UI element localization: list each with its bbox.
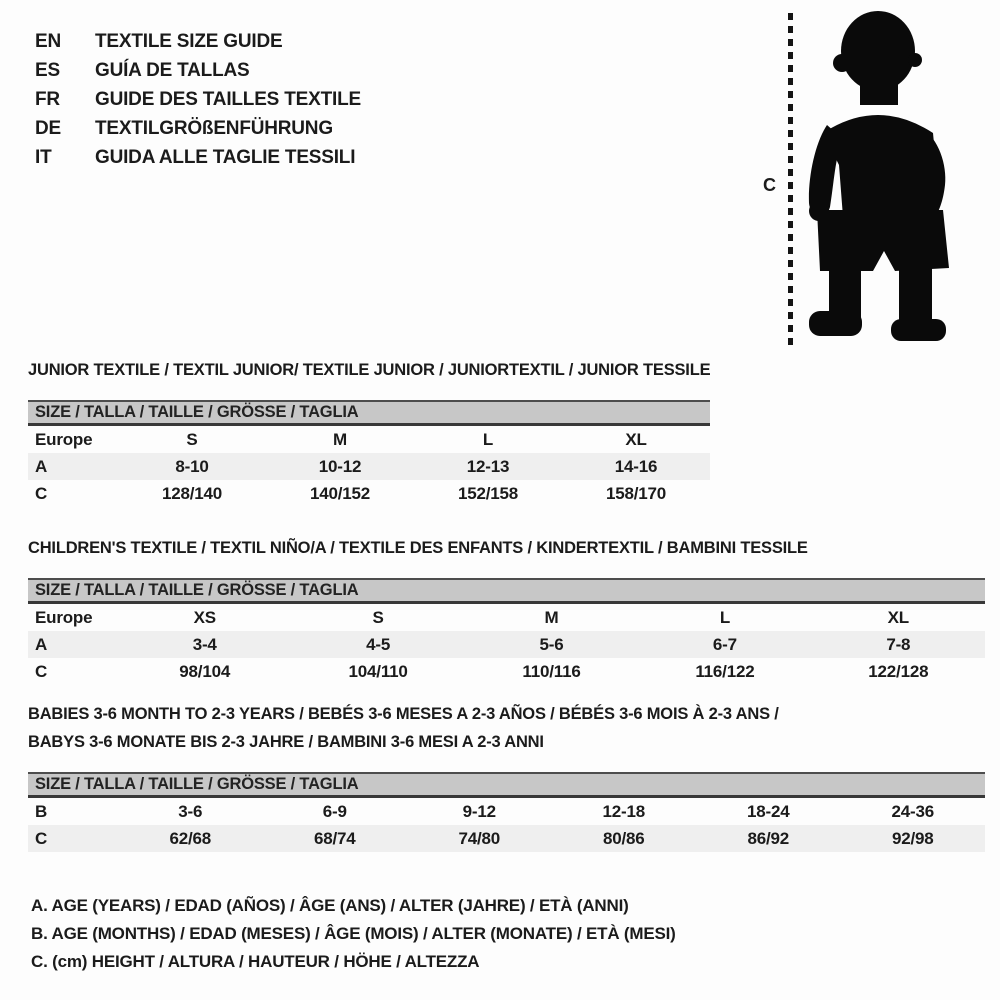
size-table-section [28, 356, 710, 507]
table-row [28, 480, 710, 507]
language-row [35, 56, 361, 85]
cell-value: 116/122 [695, 661, 755, 681]
cell-value: 4-5 [366, 634, 391, 654]
cell-value: S [372, 607, 384, 627]
cell-value: 7-8 [886, 634, 911, 654]
table-row [28, 426, 710, 453]
table-row [28, 453, 710, 480]
cell-value: 158/170 [605, 483, 667, 503]
baby-silhouette [803, 5, 953, 350]
footnote-line: B. AGE (MONTHS) / EDAD (MESES) / ÂGE (MOIS) / ALTER (MONATE) / ETÀ (MESI) [31, 924, 676, 943]
cell-value: 3-4 [192, 634, 217, 654]
row-label: C [35, 483, 48, 503]
language-code: IT [35, 146, 52, 168]
row-label: A [35, 634, 48, 654]
language-label: GUÍA DE TALLAS [95, 59, 250, 81]
section-titles [28, 700, 985, 756]
cell-value: 62/68 [169, 828, 212, 848]
table-row [28, 604, 985, 631]
cell-value: 98/104 [179, 661, 231, 681]
cell-value: 74/80 [458, 828, 501, 848]
height-figure [755, 5, 1000, 355]
size-table-section [28, 700, 985, 852]
cell-value: 80/86 [602, 828, 645, 848]
cell-value: 12-18 [602, 801, 645, 821]
language-label: GUIDE DES TAILLES TEXTILE [95, 88, 361, 110]
language-row [35, 114, 361, 143]
row-label: C [35, 828, 48, 848]
cell-value: 68/74 [313, 828, 356, 848]
cell-value: XL [625, 429, 647, 449]
cell-value: 14-16 [614, 456, 658, 476]
section-titles [28, 534, 985, 562]
language-label: GUIDA ALLE TAGLIE TESSILI [95, 146, 356, 168]
cell-value: 10-12 [318, 456, 362, 476]
size-header-bar: SIZE / TALLA / TAILLE / GRÖSSE / TAGLIA [28, 578, 985, 604]
cell-value: XL [887, 607, 909, 627]
section-title: CHILDREN'S TEXTILE / TEXTIL NIÑO/A / TEXTILE DES ENFANTS / KINDERTEXTIL / BAMBINI TESSILE [28, 539, 808, 557]
cell-value: 24-36 [891, 801, 934, 821]
row-label: Europe [35, 429, 93, 449]
section-title: BABYS 3-6 MONATE BIS 2-3 JAHRE / BAMBINI 3-6 MESI A 2-3 ANNI [28, 733, 544, 751]
language-list [35, 27, 361, 172]
table-row [28, 658, 985, 685]
cell-value: XS [193, 607, 216, 627]
cell-value: 104/110 [348, 661, 408, 681]
section-titles [28, 356, 710, 384]
cell-value: 9-12 [462, 801, 496, 821]
language-code: EN [35, 30, 61, 52]
cell-value: 18-24 [747, 801, 790, 821]
footnote-line: C. (cm) HEIGHT / ALTURA / HAUTEUR / HÖHE / ALTEZZA [31, 952, 480, 971]
cell-value: 6-7 [712, 634, 737, 654]
cell-value: 6-9 [322, 801, 347, 821]
cell-value: 3-6 [178, 801, 203, 821]
section-title: BABIES 3-6 MONTH TO 2-3 YEARS / BEBÉS 3-6 MESES A 2-3 AÑOS / BÉBÉS 3-6 MOIS À 2-3 ANS / [28, 705, 779, 723]
cell-value: 8-10 [175, 456, 209, 476]
language-row [35, 27, 361, 56]
cell-value: 140/152 [309, 483, 371, 503]
row-label: C [35, 661, 48, 681]
cell-value: 122/128 [868, 661, 929, 681]
table-row [28, 825, 985, 852]
cell-value: L [719, 607, 731, 627]
cell-value: L [482, 429, 494, 449]
footnotes [31, 892, 676, 976]
cell-value: 86/92 [747, 828, 790, 848]
cell-value: 128/140 [161, 483, 223, 503]
cell-value: 152/158 [457, 483, 519, 503]
cell-value: S [186, 429, 198, 449]
language-label: TEXTILE SIZE GUIDE [95, 30, 283, 52]
cell-value: 12-13 [466, 456, 510, 476]
cell-value: 92/98 [891, 828, 934, 848]
section-title: JUNIOR TEXTILE / TEXTIL JUNIOR/ TEXTILE JUNIOR / JUNIORTEXTIL / JUNIOR TESSILE [28, 361, 711, 379]
row-label: B [35, 801, 48, 821]
size-table-section [28, 534, 985, 685]
row-label: A [35, 456, 48, 476]
language-row [35, 143, 361, 172]
table-row [28, 798, 985, 825]
cell-value: M [544, 607, 559, 627]
language-label: TEXTILGRÖßENFÜHRUNG [95, 117, 333, 139]
language-code: FR [35, 88, 60, 110]
footnote-line: A. AGE (YEARS) / EDAD (AÑOS) / ÂGE (ANS) / ALTER (JAHRE) / ETÀ (ANNI) [31, 896, 629, 915]
row-label: Europe [35, 607, 93, 627]
language-code: DE [35, 117, 61, 139]
cell-value: 5-6 [539, 634, 564, 654]
height-dotted-line [788, 13, 793, 345]
cell-value: M [333, 429, 347, 449]
language-code: ES [35, 59, 60, 81]
table-row [28, 631, 985, 658]
size-header-bar: SIZE / TALLA / TAILLE / GRÖSSE / TAGLIA [28, 772, 985, 798]
size-header-bar: SIZE / TALLA / TAILLE / GRÖSSE / TAGLIA [28, 400, 710, 426]
height-c-label: C [763, 175, 776, 195]
cell-value: 110/116 [522, 661, 581, 681]
language-row [35, 85, 361, 114]
